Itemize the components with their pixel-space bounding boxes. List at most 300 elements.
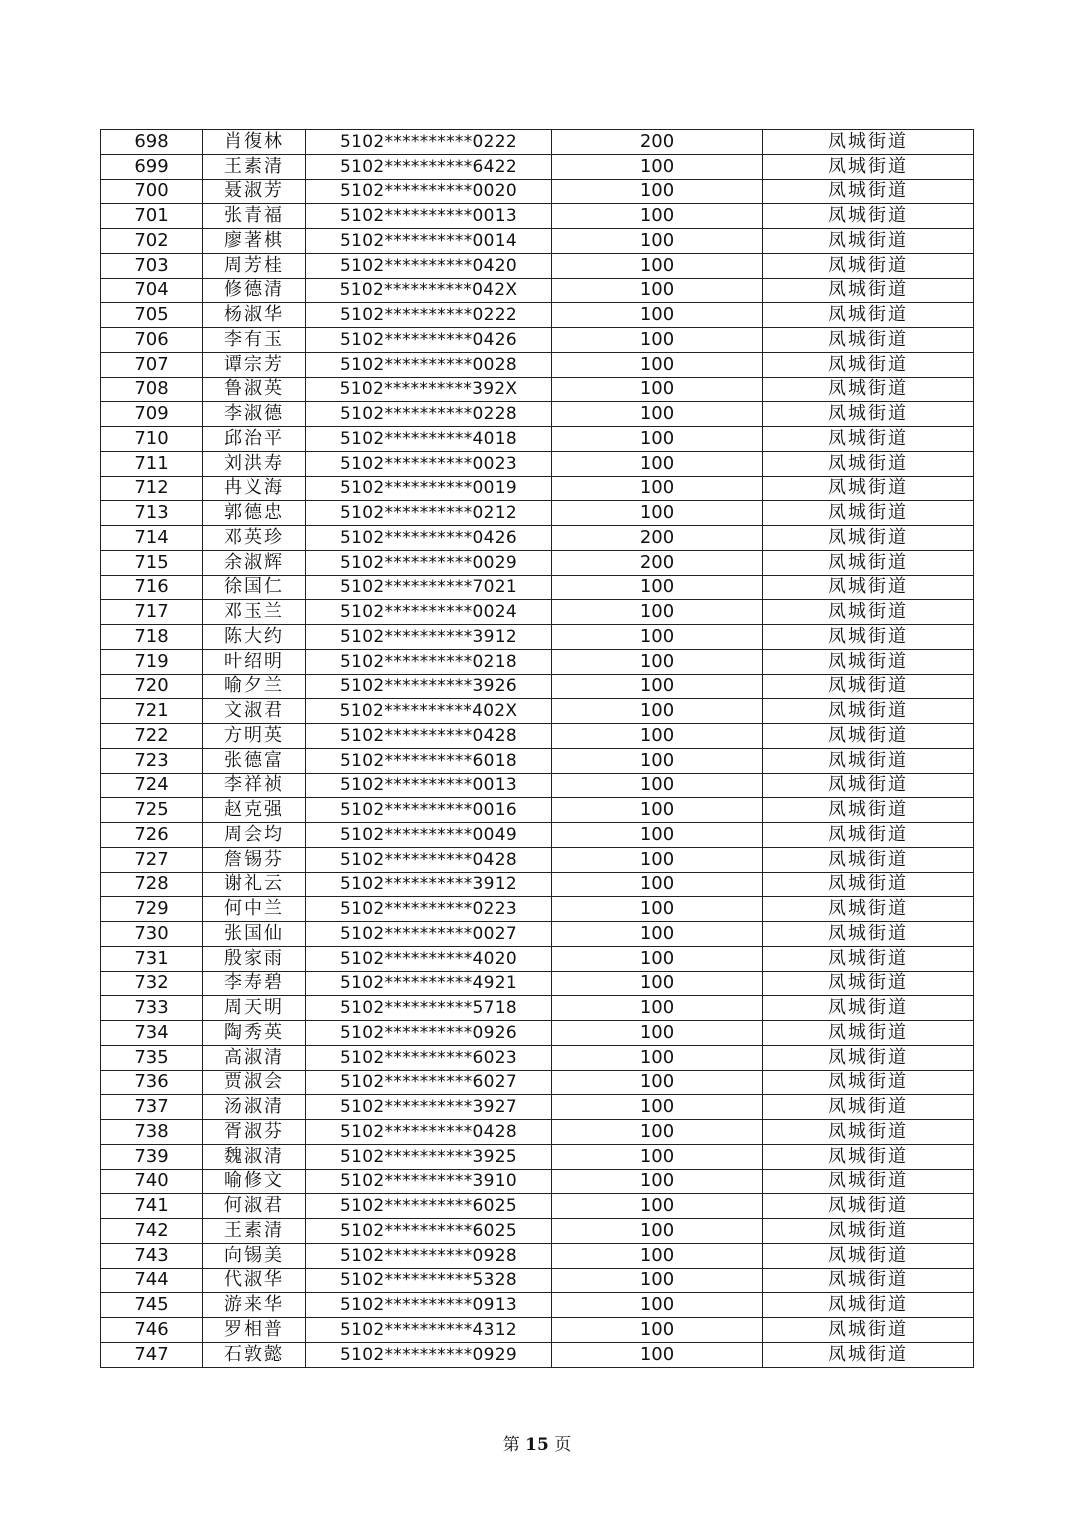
id-number-masked: 5102**********0929 xyxy=(306,1342,552,1367)
recipient-name: 徐国仁 xyxy=(203,575,306,600)
recipient-name: 叶绍明 xyxy=(203,649,306,674)
table-row xyxy=(101,1194,974,1219)
row-number: 709 xyxy=(101,402,203,427)
subsidy-amount: 100 xyxy=(552,204,763,229)
table-row xyxy=(101,130,974,155)
subdistrict: 凤城街道 xyxy=(763,1021,974,1046)
recipient-name: 喻修文 xyxy=(203,1169,306,1194)
id-number-masked: 5102**********6018 xyxy=(306,748,552,773)
subdistrict: 凤城街道 xyxy=(763,427,974,452)
table-row xyxy=(101,649,974,674)
recipient-name: 文淑君 xyxy=(203,699,306,724)
row-number: 746 xyxy=(101,1318,203,1343)
subsidy-amount: 100 xyxy=(552,946,763,971)
row-number: 725 xyxy=(101,798,203,823)
table-row xyxy=(101,1318,974,1343)
id-number-masked: 5102**********4312 xyxy=(306,1318,552,1343)
recipient-name: 邓英珍 xyxy=(203,526,306,551)
recipient-name: 王素清 xyxy=(203,154,306,179)
table-row xyxy=(101,278,974,303)
subsidy-amount: 100 xyxy=(552,377,763,402)
row-number: 742 xyxy=(101,1219,203,1244)
table-row xyxy=(101,476,974,501)
subdistrict: 凤城街道 xyxy=(763,847,974,872)
subdistrict: 凤城街道 xyxy=(763,996,974,1021)
subsidy-amount: 100 xyxy=(552,625,763,650)
table-row xyxy=(101,352,974,377)
recipient-name: 冉义海 xyxy=(203,476,306,501)
recipient-name: 邓玉兰 xyxy=(203,600,306,625)
subdistrict: 凤城街道 xyxy=(763,724,974,749)
table-row xyxy=(101,526,974,551)
subdistrict: 凤城街道 xyxy=(763,1169,974,1194)
recipient-name: 陶秀英 xyxy=(203,1021,306,1046)
subdistrict: 凤城街道 xyxy=(763,402,974,427)
subsidy-amount: 100 xyxy=(552,1243,763,1268)
subdistrict: 凤城街道 xyxy=(763,278,974,303)
id-number-masked: 5102**********0024 xyxy=(306,600,552,625)
subdistrict: 凤城街道 xyxy=(763,600,974,625)
row-number: 703 xyxy=(101,253,203,278)
table-row xyxy=(101,229,974,254)
id-number-masked: 5102**********0218 xyxy=(306,649,552,674)
recipient-name: 廖著棋 xyxy=(203,229,306,254)
subdistrict: 凤城街道 xyxy=(763,1268,974,1293)
table-row xyxy=(101,303,974,328)
recipient-name: 詹锡芬 xyxy=(203,847,306,872)
recipient-name: 刘洪寿 xyxy=(203,451,306,476)
id-number-masked: 5102**********0426 xyxy=(306,328,552,353)
subdistrict: 凤城街道 xyxy=(763,229,974,254)
subdistrict: 凤城街道 xyxy=(763,130,974,155)
id-number-masked: 5102**********5328 xyxy=(306,1268,552,1293)
row-number: 702 xyxy=(101,229,203,254)
row-number: 743 xyxy=(101,1243,203,1268)
recipient-name: 张德富 xyxy=(203,748,306,773)
recipient-name: 代淑华 xyxy=(203,1268,306,1293)
table-row xyxy=(101,575,974,600)
table-row xyxy=(101,996,974,1021)
table-row xyxy=(101,823,974,848)
recipient-name: 李有玉 xyxy=(203,328,306,353)
subdistrict: 凤城街道 xyxy=(763,946,974,971)
id-number-masked: 5102**********392X xyxy=(306,377,552,402)
subsidy-amount: 100 xyxy=(552,674,763,699)
recipient-name: 石敦懿 xyxy=(203,1342,306,1367)
recipient-name: 何中兰 xyxy=(203,897,306,922)
table-row xyxy=(101,1120,974,1145)
id-number-masked: 5102**********4921 xyxy=(306,971,552,996)
subsidy-amount: 100 xyxy=(552,1045,763,1070)
row-number: 715 xyxy=(101,550,203,575)
subsidy-amount: 100 xyxy=(552,1219,763,1244)
row-number: 747 xyxy=(101,1342,203,1367)
id-number-masked: 5102**********3927 xyxy=(306,1095,552,1120)
recipient-name: 喻夕兰 xyxy=(203,674,306,699)
table-row xyxy=(101,773,974,798)
row-number: 724 xyxy=(101,773,203,798)
recipient-name: 修德清 xyxy=(203,278,306,303)
subsidy-amount: 100 xyxy=(552,1095,763,1120)
subdistrict: 凤城街道 xyxy=(763,1070,974,1095)
row-number: 738 xyxy=(101,1120,203,1145)
subsidy-amount: 100 xyxy=(552,501,763,526)
recipient-name: 赵克强 xyxy=(203,798,306,823)
id-number-masked: 5102**********3926 xyxy=(306,674,552,699)
subdistrict: 凤城街道 xyxy=(763,204,974,229)
table-row xyxy=(101,154,974,179)
row-number: 710 xyxy=(101,427,203,452)
subdistrict: 凤城街道 xyxy=(763,699,974,724)
subdistrict: 凤城街道 xyxy=(763,352,974,377)
subsidy-amount: 100 xyxy=(552,1268,763,1293)
row-number: 737 xyxy=(101,1095,203,1120)
id-number-masked: 5102**********0020 xyxy=(306,179,552,204)
recipient-name: 张国仙 xyxy=(203,922,306,947)
row-number: 718 xyxy=(101,625,203,650)
recipient-name: 陈大约 xyxy=(203,625,306,650)
page-label-suffix: 页 xyxy=(554,1435,572,1455)
id-number-masked: 5102**********0228 xyxy=(306,402,552,427)
row-number: 699 xyxy=(101,154,203,179)
id-number-masked: 5102**********5718 xyxy=(306,996,552,1021)
subdistrict: 凤城街道 xyxy=(763,649,974,674)
row-number: 706 xyxy=(101,328,203,353)
row-number: 720 xyxy=(101,674,203,699)
subdistrict: 凤城街道 xyxy=(763,823,974,848)
id-number-masked: 5102**********7021 xyxy=(306,575,552,600)
recipient-name: 李寿碧 xyxy=(203,971,306,996)
table-row xyxy=(101,699,974,724)
subdistrict: 凤城街道 xyxy=(763,501,974,526)
id-number-masked: 5102**********0428 xyxy=(306,847,552,872)
id-number-masked: 5102**********0028 xyxy=(306,352,552,377)
recipient-name: 周会均 xyxy=(203,823,306,848)
subsidy-amount: 200 xyxy=(552,526,763,551)
subdistrict: 凤城街道 xyxy=(763,1342,974,1367)
page-number: 15 xyxy=(525,1435,549,1455)
table-row xyxy=(101,204,974,229)
subdistrict: 凤城街道 xyxy=(763,328,974,353)
id-number-masked: 5102**********4018 xyxy=(306,427,552,452)
subsidy-amount: 100 xyxy=(552,798,763,823)
table-row xyxy=(101,872,974,897)
row-number: 723 xyxy=(101,748,203,773)
recipient-name: 高淑清 xyxy=(203,1045,306,1070)
row-number: 745 xyxy=(101,1293,203,1318)
subdistrict: 凤城街道 xyxy=(763,451,974,476)
table-row xyxy=(101,1021,974,1046)
table-row xyxy=(101,971,974,996)
table-row xyxy=(101,1045,974,1070)
row-number: 704 xyxy=(101,278,203,303)
id-number-masked: 5102**********0926 xyxy=(306,1021,552,1046)
id-number-masked: 5102**********0420 xyxy=(306,253,552,278)
row-number: 739 xyxy=(101,1144,203,1169)
id-number-masked: 5102**********3912 xyxy=(306,625,552,650)
row-number: 705 xyxy=(101,303,203,328)
recipient-name: 聂淑芳 xyxy=(203,179,306,204)
id-number-masked: 5102**********6422 xyxy=(306,154,552,179)
subsidy-amount: 100 xyxy=(552,229,763,254)
recipient-name: 贾淑会 xyxy=(203,1070,306,1095)
row-number: 721 xyxy=(101,699,203,724)
id-number-masked: 5102**********0049 xyxy=(306,823,552,848)
page-footer xyxy=(0,1430,1074,1455)
id-number-masked: 5102**********6023 xyxy=(306,1045,552,1070)
table-row xyxy=(101,1243,974,1268)
subsidy-amount: 100 xyxy=(552,451,763,476)
recipient-name: 谭宗芳 xyxy=(203,352,306,377)
recipient-name: 张青福 xyxy=(203,204,306,229)
recipient-name: 胥淑芬 xyxy=(203,1120,306,1145)
row-number: 727 xyxy=(101,847,203,872)
row-number: 717 xyxy=(101,600,203,625)
id-number-masked: 5102**********0928 xyxy=(306,1243,552,1268)
subdistrict: 凤城街道 xyxy=(763,526,974,551)
recipient-name: 肖復林 xyxy=(203,130,306,155)
id-number-masked: 5102**********3912 xyxy=(306,872,552,897)
table-row xyxy=(101,1342,974,1367)
id-number-masked: 5102**********0428 xyxy=(306,724,552,749)
recipient-name: 李淑德 xyxy=(203,402,306,427)
subsidy-amount: 100 xyxy=(552,1342,763,1367)
recipient-name: 何淑君 xyxy=(203,1194,306,1219)
table-row xyxy=(101,1293,974,1318)
table-row xyxy=(101,674,974,699)
subsidy-amount: 100 xyxy=(552,922,763,947)
recipient-name: 周芳桂 xyxy=(203,253,306,278)
table-row xyxy=(101,1144,974,1169)
row-number: 701 xyxy=(101,204,203,229)
table-row xyxy=(101,922,974,947)
subsidy-amount: 100 xyxy=(552,1318,763,1343)
table-row xyxy=(101,377,974,402)
subsidy-amount: 100 xyxy=(552,872,763,897)
id-number-masked: 5102**********6025 xyxy=(306,1219,552,1244)
row-number: 729 xyxy=(101,897,203,922)
table-row xyxy=(101,1169,974,1194)
recipient-name: 魏淑清 xyxy=(203,1144,306,1169)
subdistrict: 凤城街道 xyxy=(763,1243,974,1268)
row-number: 712 xyxy=(101,476,203,501)
subsidy-amount: 100 xyxy=(552,253,763,278)
row-number: 730 xyxy=(101,922,203,947)
subsidy-amount: 100 xyxy=(552,724,763,749)
id-number-masked: 5102**********0212 xyxy=(306,501,552,526)
subdistrict: 凤城街道 xyxy=(763,798,974,823)
table-row xyxy=(101,600,974,625)
table-row xyxy=(101,1095,974,1120)
table-row xyxy=(101,798,974,823)
subsidy-amount: 100 xyxy=(552,748,763,773)
subdistrict: 凤城街道 xyxy=(763,1194,974,1219)
table-row xyxy=(101,253,974,278)
recipient-table xyxy=(100,129,974,1368)
table-row xyxy=(101,179,974,204)
subsidy-amount: 100 xyxy=(552,1293,763,1318)
subsidy-amount: 100 xyxy=(552,328,763,353)
subdistrict: 凤城街道 xyxy=(763,1095,974,1120)
id-number-masked: 5102**********6027 xyxy=(306,1070,552,1095)
recipient-name: 王素清 xyxy=(203,1219,306,1244)
subdistrict: 凤城街道 xyxy=(763,872,974,897)
recipient-name: 余淑辉 xyxy=(203,550,306,575)
recipient-name: 邱治平 xyxy=(203,427,306,452)
subsidy-amount: 100 xyxy=(552,649,763,674)
subsidy-amount: 100 xyxy=(552,575,763,600)
row-number: 741 xyxy=(101,1194,203,1219)
table-row xyxy=(101,550,974,575)
subsidy-amount: 100 xyxy=(552,476,763,501)
id-number-masked: 5102**********0013 xyxy=(306,204,552,229)
id-number-masked: 5102**********6025 xyxy=(306,1194,552,1219)
subsidy-amount: 100 xyxy=(552,427,763,452)
subdistrict: 凤城街道 xyxy=(763,550,974,575)
subsidy-amount: 100 xyxy=(552,699,763,724)
row-number: 719 xyxy=(101,649,203,674)
id-number-masked: 5102**********0019 xyxy=(306,476,552,501)
recipient-name: 郭德忠 xyxy=(203,501,306,526)
row-number: 744 xyxy=(101,1268,203,1293)
table-row xyxy=(101,501,974,526)
recipient-name: 罗相普 xyxy=(203,1318,306,1343)
row-number: 698 xyxy=(101,130,203,155)
row-number: 714 xyxy=(101,526,203,551)
subsidy-amount: 100 xyxy=(552,823,763,848)
subsidy-amount: 100 xyxy=(552,971,763,996)
recipient-name: 向锡美 xyxy=(203,1243,306,1268)
table-row xyxy=(101,946,974,971)
subsidy-amount: 100 xyxy=(552,1021,763,1046)
subsidy-amount: 100 xyxy=(552,303,763,328)
id-number-masked: 5102**********0222 xyxy=(306,303,552,328)
subdistrict: 凤城街道 xyxy=(763,303,974,328)
row-number: 728 xyxy=(101,872,203,897)
id-number-masked: 5102**********402X xyxy=(306,699,552,724)
id-number-masked: 5102**********042X xyxy=(306,278,552,303)
subdistrict: 凤城街道 xyxy=(763,897,974,922)
recipient-name: 周天明 xyxy=(203,996,306,1021)
recipient-name: 殷家雨 xyxy=(203,946,306,971)
subdistrict: 凤城街道 xyxy=(763,1293,974,1318)
subsidy-amount: 100 xyxy=(552,773,763,798)
subdistrict: 凤城街道 xyxy=(763,1144,974,1169)
recipient-name: 汤淑清 xyxy=(203,1095,306,1120)
row-number: 740 xyxy=(101,1169,203,1194)
table-row xyxy=(101,328,974,353)
table-row xyxy=(101,1268,974,1293)
id-number-masked: 5102**********0426 xyxy=(306,526,552,551)
row-number: 700 xyxy=(101,179,203,204)
subsidy-amount: 100 xyxy=(552,1120,763,1145)
subdistrict: 凤城街道 xyxy=(763,1219,974,1244)
id-number-masked: 5102**********3925 xyxy=(306,1144,552,1169)
id-number-masked: 5102**********0428 xyxy=(306,1120,552,1145)
row-number: 735 xyxy=(101,1045,203,1070)
table-row xyxy=(101,847,974,872)
id-number-masked: 5102**********0029 xyxy=(306,550,552,575)
subdistrict: 凤城街道 xyxy=(763,922,974,947)
row-number: 707 xyxy=(101,352,203,377)
subdistrict: 凤城街道 xyxy=(763,1045,974,1070)
subsidy-amount: 100 xyxy=(552,847,763,872)
row-number: 726 xyxy=(101,823,203,848)
subdistrict: 凤城街道 xyxy=(763,377,974,402)
subsidy-amount: 100 xyxy=(552,996,763,1021)
subdistrict: 凤城街道 xyxy=(763,625,974,650)
table-row xyxy=(101,724,974,749)
subsidy-amount: 200 xyxy=(552,550,763,575)
id-number-masked: 5102**********0027 xyxy=(306,922,552,947)
subdistrict: 凤城街道 xyxy=(763,253,974,278)
row-number: 716 xyxy=(101,575,203,600)
subdistrict: 凤城街道 xyxy=(763,748,974,773)
subsidy-amount: 100 xyxy=(552,352,763,377)
subdistrict: 凤城街道 xyxy=(763,1318,974,1343)
subsidy-amount: 100 xyxy=(552,1194,763,1219)
id-number-masked: 5102**********0222 xyxy=(306,130,552,155)
row-number: 711 xyxy=(101,451,203,476)
id-number-masked: 5102**********0014 xyxy=(306,229,552,254)
subdistrict: 凤城街道 xyxy=(763,674,974,699)
id-number-masked: 5102**********0023 xyxy=(306,451,552,476)
row-number: 736 xyxy=(101,1070,203,1095)
subdistrict: 凤城街道 xyxy=(763,1120,974,1145)
subdistrict: 凤城街道 xyxy=(763,154,974,179)
row-number: 731 xyxy=(101,946,203,971)
table-row xyxy=(101,748,974,773)
subsidy-amount: 100 xyxy=(552,154,763,179)
subsidy-amount: 100 xyxy=(552,897,763,922)
row-number: 734 xyxy=(101,1021,203,1046)
table-row xyxy=(101,427,974,452)
subsidy-amount: 100 xyxy=(552,278,763,303)
subdistrict: 凤城街道 xyxy=(763,773,974,798)
table-row xyxy=(101,625,974,650)
table-row xyxy=(101,1070,974,1095)
id-number-masked: 5102**********4020 xyxy=(306,946,552,971)
table-row xyxy=(101,402,974,427)
page-label-prefix: 第 xyxy=(502,1435,520,1455)
subsidy-amount: 100 xyxy=(552,1169,763,1194)
subsidy-amount: 100 xyxy=(552,1144,763,1169)
subsidy-amount: 200 xyxy=(552,130,763,155)
subdistrict: 凤城街道 xyxy=(763,476,974,501)
id-number-masked: 5102**********0016 xyxy=(306,798,552,823)
row-number: 733 xyxy=(101,996,203,1021)
recipient-name: 鲁淑英 xyxy=(203,377,306,402)
id-number-masked: 5102**********0013 xyxy=(306,773,552,798)
subsidy-amount: 100 xyxy=(552,1070,763,1095)
subdistrict: 凤城街道 xyxy=(763,971,974,996)
recipient-name: 李祥祯 xyxy=(203,773,306,798)
row-number: 708 xyxy=(101,377,203,402)
recipient-name: 谢礼云 xyxy=(203,872,306,897)
recipient-table-body xyxy=(101,130,974,1368)
row-number: 713 xyxy=(101,501,203,526)
id-number-masked: 5102**********3910 xyxy=(306,1169,552,1194)
table-row xyxy=(101,451,974,476)
subdistrict: 凤城街道 xyxy=(763,179,974,204)
table-row xyxy=(101,1219,974,1244)
table-row xyxy=(101,897,974,922)
subdistrict: 凤城街道 xyxy=(763,575,974,600)
recipient-name: 方明英 xyxy=(203,724,306,749)
row-number: 732 xyxy=(101,971,203,996)
recipient-name: 游来华 xyxy=(203,1293,306,1318)
id-number-masked: 5102**********0913 xyxy=(306,1293,552,1318)
